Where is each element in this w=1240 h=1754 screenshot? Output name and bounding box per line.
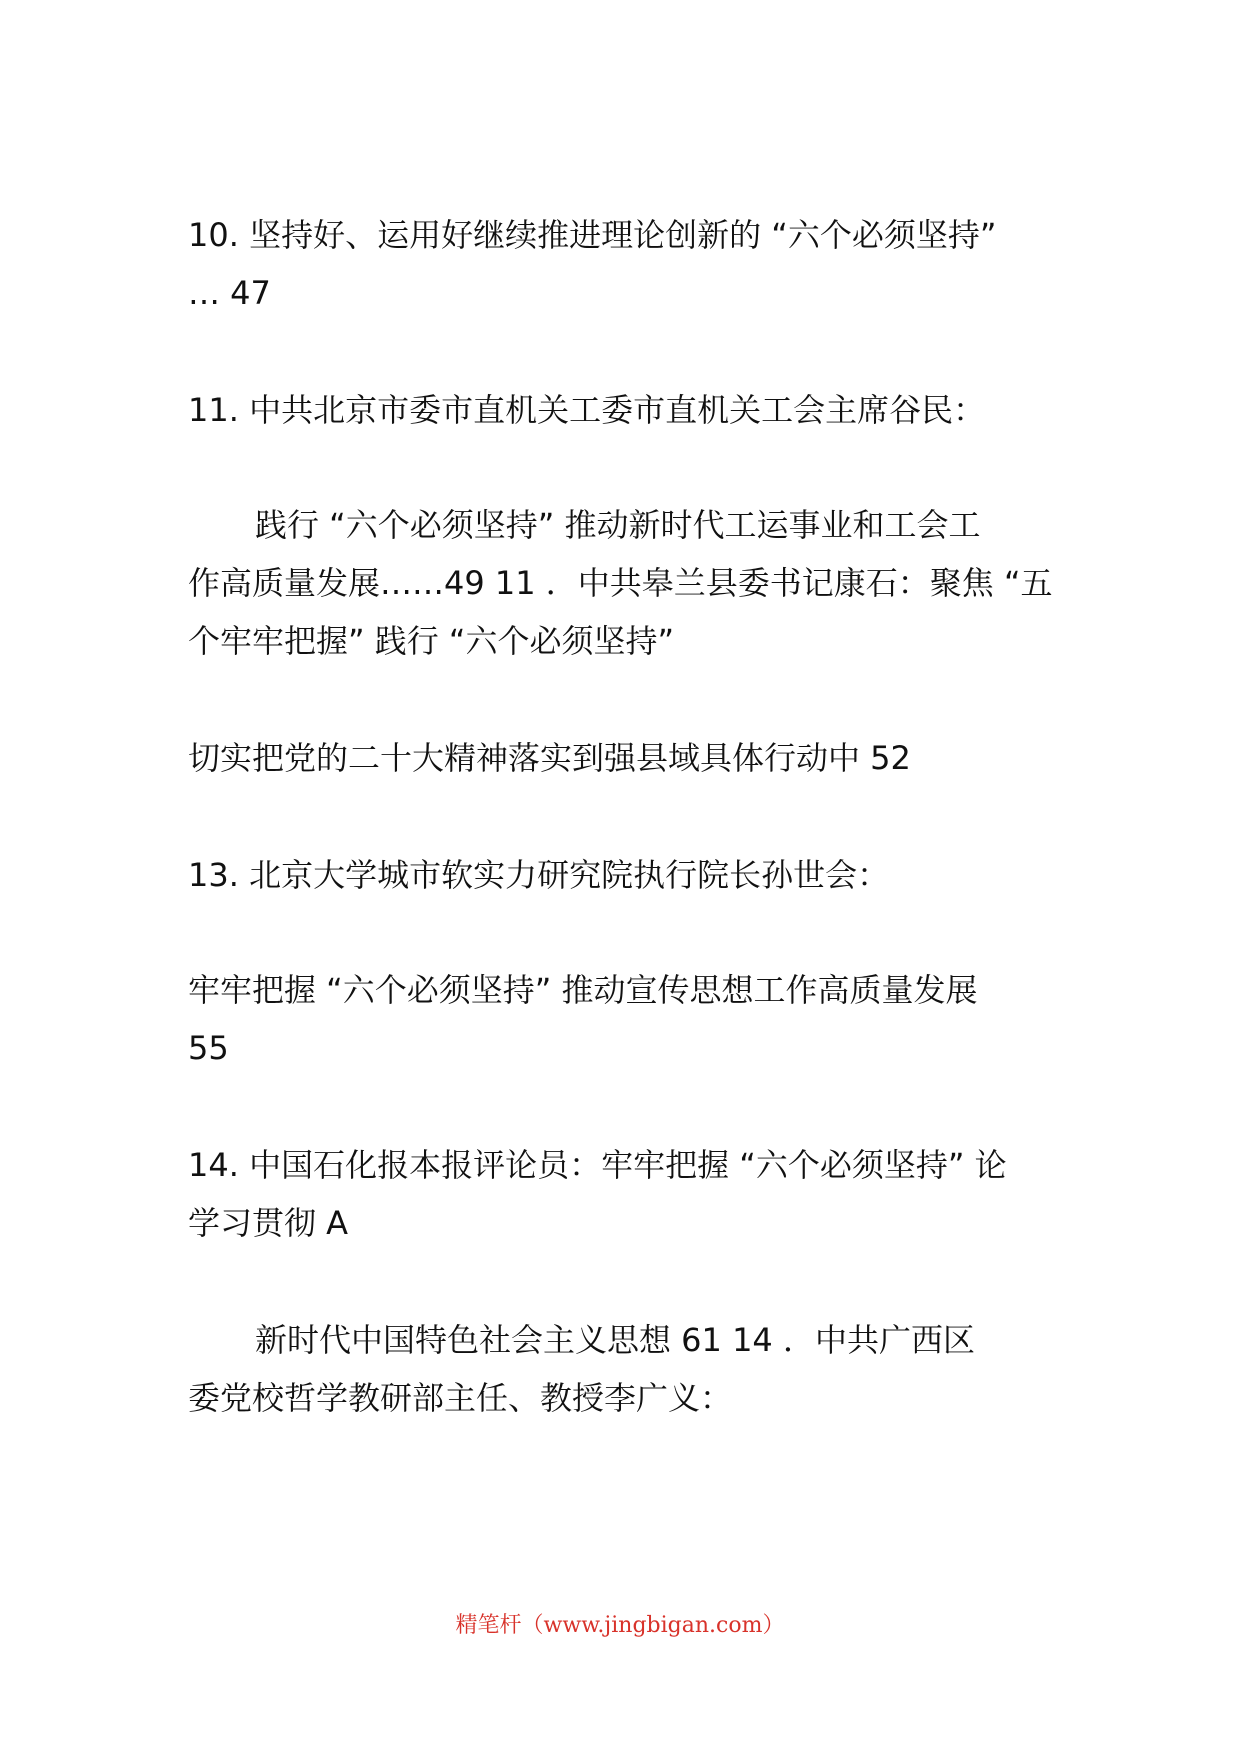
toc-entry-10-title: 10. 坚持好、运用好继续推进理论创新的 “六个必须坚持”: [188, 216, 997, 254]
toc-entry-12-title-line-2: 切实把党的二十大精神落实到强县域具体行动中 52: [188, 739, 911, 777]
toc-entry-14-author: 14. 中国石化报本报评论员：牢牢把握 “六个必须坚持” 论: [188, 1146, 1007, 1184]
watermark-footer: 精笔杆（www.jingbigan.com）: [455, 1613, 785, 1638]
toc-entry-11-title-line-1: 践行 “六个必须坚持” 推动新时代工运事业和工会工: [255, 506, 981, 544]
toc-entry-10-page: … 47: [188, 274, 271, 312]
toc-entry-11-title-line-2: 作高质量发展……49 11 ．中共皋兰县委书记康石：聚焦 “五: [188, 564, 1053, 602]
toc-entry-14-title-line-2: 新时代中国特色社会主义思想 61 14 ．中共广西区: [255, 1321, 975, 1359]
toc-entry-11-author: 11. 中共北京市委市直机关工委市直机关工会主席谷民：: [188, 391, 986, 429]
toc-entry-13-author: 13. 北京大学城市软实力研究院执行院长孙世会：: [188, 856, 890, 894]
toc-entry-12-title-line-1: 个牢牢把握” 践行 “六个必须坚持”: [188, 622, 675, 660]
toc-entry-13-title: 牢牢把握 “六个必须坚持” 推动宣传思想工作高质量发展: [188, 971, 978, 1009]
toc-entry-13-page: 55: [188, 1029, 229, 1067]
toc-entry-15-author: 委党校哲学教研部主任、教授李广义：: [188, 1379, 733, 1417]
toc-entry-14-title-line-1: 学习贯彻 A: [188, 1204, 349, 1242]
